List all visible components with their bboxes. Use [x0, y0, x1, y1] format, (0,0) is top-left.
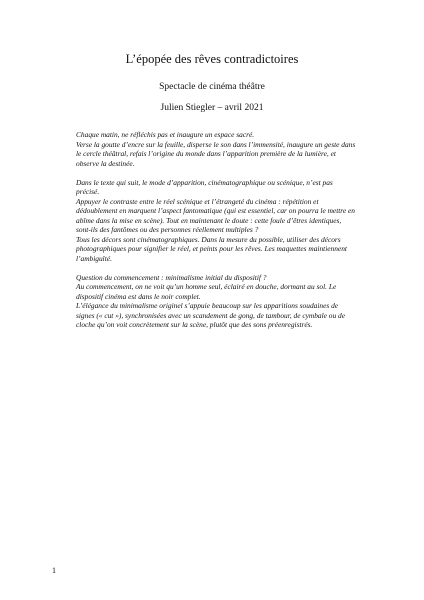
- text-line: Chaque matin, ne réfléchis pas et inaugure un espace sacré.: [76, 130, 255, 139]
- text-line: photographiques pour signifier le réel, et peints pour les rêves. Les maquettes maintiennent: [76, 244, 347, 253]
- text-line: Verse la goutte d’encre sur la feuille, disperse le son dans l’immensité, inaugure un geste dans: [76, 139, 356, 149]
- document-subtitle: Spectacle de cinéma théâtre: [159, 82, 265, 92]
- text-line: le cercle théâtral, refais l’origine du monde dans l’apparition première de la lumière, et: [76, 149, 336, 158]
- text-line: Question du commencement : minimalisme initial du dispositif ?: [76, 272, 267, 282]
- text-line: L’élégance du minimalisme originel s’appuie beaucoup sur les apparitions soudaines de: [76, 301, 339, 310]
- text-line: sont-ils des fantômes ou des personnes réellement multiples ?: [76, 225, 259, 234]
- text-line: abîme dans la mise en scène). Tout en maintenant le doute : cette foule d’êtres identiques,: [76, 215, 342, 225]
- author-date-line: Julien Stiegler – avril 2021: [160, 103, 264, 113]
- text-line: dispositif cinéma est dans le noir complet.: [76, 291, 201, 301]
- text-line: Tous les décors sont cinématographiques. Dans la mesure du possible, utiliser des décors: [76, 234, 341, 244]
- text-line: Appuyer le contraste entre le réel scénique et l’étrangeté du cinéma : répétition et: [76, 196, 319, 206]
- paragraph-staging-notes: [76, 178, 376, 264]
- text-line: l’ambiguïté.: [76, 253, 112, 263]
- document-body: [76, 130, 376, 339]
- page-number: 1: [52, 566, 56, 575]
- text-line: Au commencement, on ne voit qu’un homme seul, éclairé en douche, dormant au sol. Le: [76, 282, 337, 291]
- paragraph-intro: [76, 130, 376, 168]
- text-line: précisé.: [76, 187, 100, 196]
- paragraph-beginning: [76, 273, 376, 330]
- text-line: signes (« cut »), synchronisées avec un scandement de gong, de tambour, de cymbale ou de: [76, 310, 346, 320]
- text-line: dédoublement en marquent l’aspect fantomatique (qui est essentiel, car on pourra le mettre en: [76, 206, 356, 215]
- text-line: observe la destinée.: [76, 158, 135, 168]
- text-line: cloche qu’on voit concrètement sur la scène, plutôt que des sons préenregistrés.: [76, 320, 313, 329]
- document-title: L’épopée des rêves contradictoires: [125, 52, 299, 66]
- text-line: Dans le texte qui suit, le mode d’apparition, cinématographique ou scénique, n’est pas: [76, 177, 333, 187]
